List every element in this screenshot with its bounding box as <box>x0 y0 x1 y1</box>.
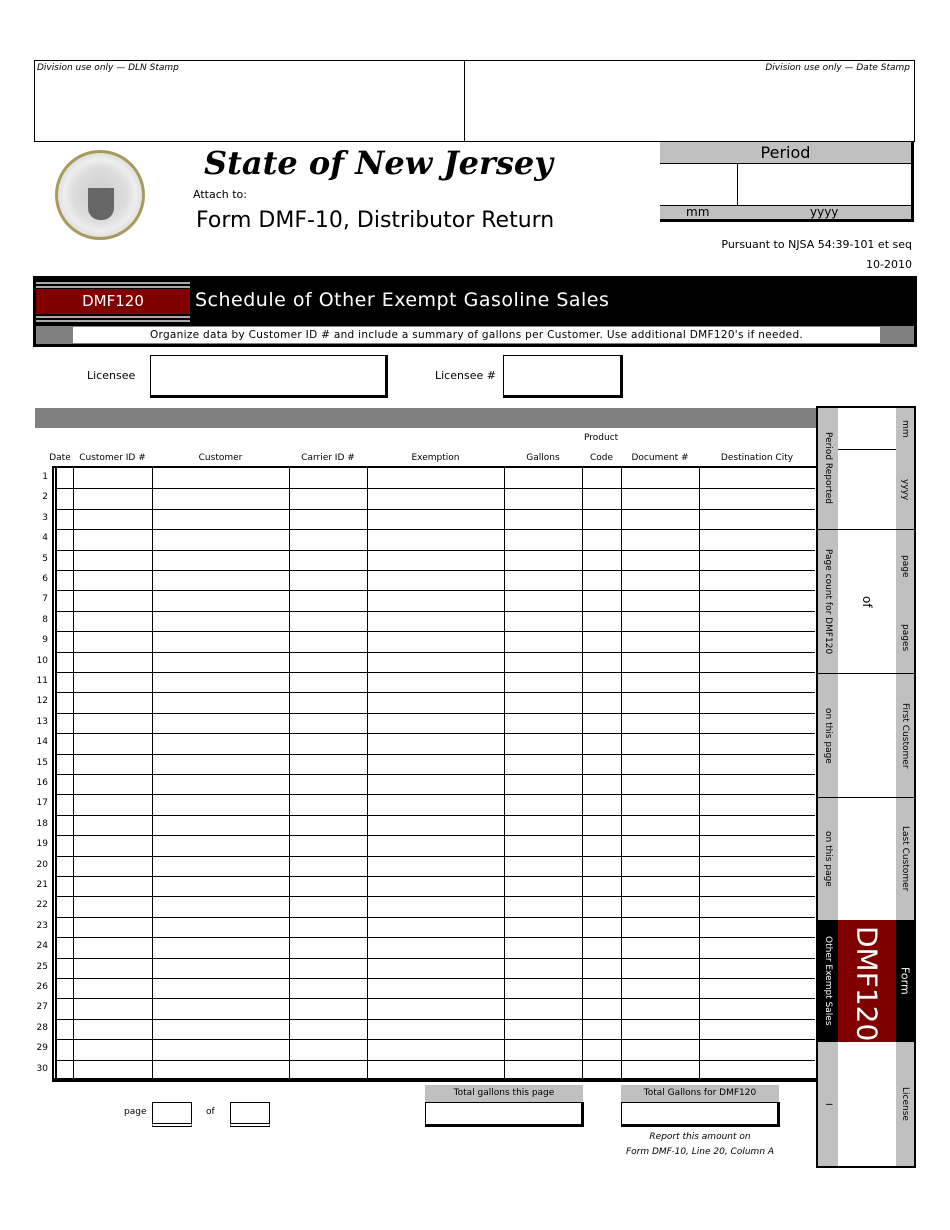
row-number: 5 <box>42 553 48 564</box>
dln-stamp-box <box>34 60 465 142</box>
row-number: 21 <box>36 880 48 890</box>
period-mm-label: mm <box>686 205 710 219</box>
period-yyyy-label: yyyy <box>810 205 839 219</box>
table-row[interactable] <box>56 774 815 775</box>
row-number: 6 <box>42 574 48 584</box>
table-top-bar <box>35 408 816 428</box>
period-yyyy-input[interactable] <box>738 164 911 205</box>
table-row[interactable] <box>56 590 815 591</box>
table-row[interactable] <box>56 937 815 938</box>
table-row[interactable] <box>56 509 815 510</box>
total-page-input[interactable] <box>425 1102 584 1127</box>
row-number: 29 <box>36 1043 48 1054</box>
id-mark-label: I <box>818 1042 838 1166</box>
dln-stamp-label: Division use only — DLN Stamp <box>37 63 179 73</box>
row-number: 3 <box>42 512 48 523</box>
column-header: Carrier ID # <box>301 453 355 463</box>
table-row[interactable] <box>56 958 815 959</box>
sidebar-mm-label: mm <box>896 408 914 450</box>
row-number: 13 <box>36 716 48 727</box>
row-number: 28 <box>36 1022 48 1033</box>
column-header: Exemption <box>411 453 460 463</box>
on-this-page-label-2: on this page <box>818 798 838 920</box>
form-title: Schedule of Other Exempt Gasoline Sales <box>195 289 610 311</box>
column-header: Date <box>49 453 71 463</box>
row-number: 11 <box>36 676 48 686</box>
footer-total-pages-input[interactable] <box>230 1102 270 1127</box>
table-row[interactable] <box>56 815 815 816</box>
table-row[interactable] <box>56 652 815 653</box>
table-row[interactable] <box>56 835 815 836</box>
page-count-label: Page count for DMF120 <box>818 530 838 674</box>
sidebar-yyyy-input[interactable] <box>838 450 896 530</box>
form-label: Form <box>896 920 914 1042</box>
column-header: Customer <box>198 453 243 463</box>
total-page-label: Total gallons this page <box>425 1085 583 1102</box>
row-number: 15 <box>36 757 48 768</box>
table-row[interactable] <box>56 856 815 857</box>
table-row[interactable] <box>56 611 815 612</box>
product-header-label: Product <box>584 433 619 443</box>
row-number: 30 <box>36 1063 48 1074</box>
pages-label: pages <box>896 602 914 674</box>
table-row[interactable] <box>56 550 815 551</box>
pursuant-text: Pursuant to NJSA 54:39-101 et seq <box>721 238 912 251</box>
table-row[interactable] <box>56 876 815 877</box>
row-number: 2 <box>42 492 48 503</box>
row-number: 18 <box>36 818 48 829</box>
license-label: License <box>896 1042 914 1166</box>
row-number: 16 <box>36 778 48 788</box>
period-reported-label: Period Reported <box>818 408 838 530</box>
period-title: Period <box>660 142 911 163</box>
report-note-2: Form DMF-10, Line 20, Column A <box>625 1147 775 1157</box>
attach-label: Attach to: <box>193 188 247 201</box>
sidebar-yyyy-label: yyyy <box>896 450 914 530</box>
last-customer-input[interactable] <box>838 798 896 920</box>
column-header: Document # <box>631 453 689 463</box>
table-row[interactable] <box>56 794 815 795</box>
last-customer-label: Last Customer <box>896 798 914 920</box>
total-form-input[interactable] <box>621 1102 780 1127</box>
table-row[interactable] <box>56 713 815 714</box>
footer-of-label: of <box>206 1107 215 1117</box>
row-number: 19 <box>36 839 48 850</box>
table-row[interactable] <box>56 896 815 897</box>
table-row[interactable] <box>56 1060 815 1061</box>
licensee-input[interactable] <box>150 355 388 398</box>
date-stamp-box <box>464 60 915 142</box>
row-number: 22 <box>36 900 48 911</box>
report-note-1: Report this amount on <box>649 1132 751 1142</box>
row-number: 24 <box>36 941 48 952</box>
sidebar-mm-input[interactable] <box>838 408 896 450</box>
table-row[interactable] <box>56 1039 815 1040</box>
licensee-label: Licensee <box>87 369 136 382</box>
table-row[interactable] <box>56 488 815 489</box>
licensee-number-input[interactable] <box>503 355 623 398</box>
table-row[interactable] <box>56 733 815 734</box>
row-number: 17 <box>36 798 48 809</box>
state-title: State of New Jersey <box>204 144 553 182</box>
column-header: Gallons <box>526 453 560 463</box>
period-box <box>660 142 914 222</box>
page-label: page <box>896 530 914 602</box>
table-row[interactable] <box>56 570 815 571</box>
licensee-number-label: Licensee # <box>435 369 496 382</box>
row-number: 14 <box>36 737 48 748</box>
sidebar-form-code: DMF120 <box>838 920 896 1042</box>
row-number: 25 <box>36 961 48 972</box>
table-row[interactable] <box>56 672 815 673</box>
column-header: Destination City <box>720 453 794 463</box>
table-row[interactable] <box>56 917 815 918</box>
table-row[interactable] <box>56 998 815 999</box>
form-reference: Form DMF-10, Distributor Return <box>196 208 555 233</box>
table-row[interactable] <box>56 1080 815 1081</box>
revision-date: 10-2010 <box>866 258 912 271</box>
row-number: 1 <box>42 472 48 482</box>
column-header: Code <box>589 453 614 463</box>
row-number: 27 <box>36 1002 48 1013</box>
first-customer-label: First Customer <box>896 674 914 798</box>
other-exempt-label: Other Exempt Sales <box>818 920 838 1042</box>
date-stamp-label: Division use only — Date Stamp <box>765 63 910 73</box>
period-mm-input[interactable] <box>660 164 738 205</box>
form-banner <box>33 276 917 347</box>
total-form-label: Total Gallons for DMF120 <box>621 1085 779 1102</box>
page-of-text[interactable]: of <box>838 530 896 674</box>
row-number: 4 <box>42 533 48 544</box>
table-row[interactable] <box>56 754 815 755</box>
footer-page-label: page <box>124 1107 147 1117</box>
column-header: Customer ID # <box>79 453 146 463</box>
first-customer-input[interactable] <box>838 674 896 798</box>
on-this-page-label-1: on this page <box>818 674 838 798</box>
table-row[interactable] <box>56 529 815 530</box>
table-row[interactable] <box>56 631 815 632</box>
row-number: 7 <box>42 594 48 605</box>
row-number: 9 <box>42 635 48 646</box>
table-row[interactable] <box>56 692 815 693</box>
row-number: 12 <box>36 696 48 707</box>
row-number: 23 <box>36 920 48 931</box>
row-number: 8 <box>42 614 48 625</box>
state-seal-icon <box>55 150 145 240</box>
row-number: 10 <box>36 655 48 666</box>
summary-sidebar <box>816 406 916 1168</box>
table-row[interactable] <box>56 1019 815 1020</box>
instruction-text: Organize data by Customer ID # and include a summary of gallons per Customer. Use additional DMF120's if needed. <box>73 327 880 343</box>
license-input[interactable] <box>838 1042 896 1166</box>
row-number: 26 <box>36 982 48 992</box>
row-number: 20 <box>36 859 48 870</box>
table-row[interactable] <box>56 978 815 979</box>
form-code-badge: DMF120 <box>36 289 190 314</box>
footer-page-input[interactable] <box>152 1102 192 1127</box>
